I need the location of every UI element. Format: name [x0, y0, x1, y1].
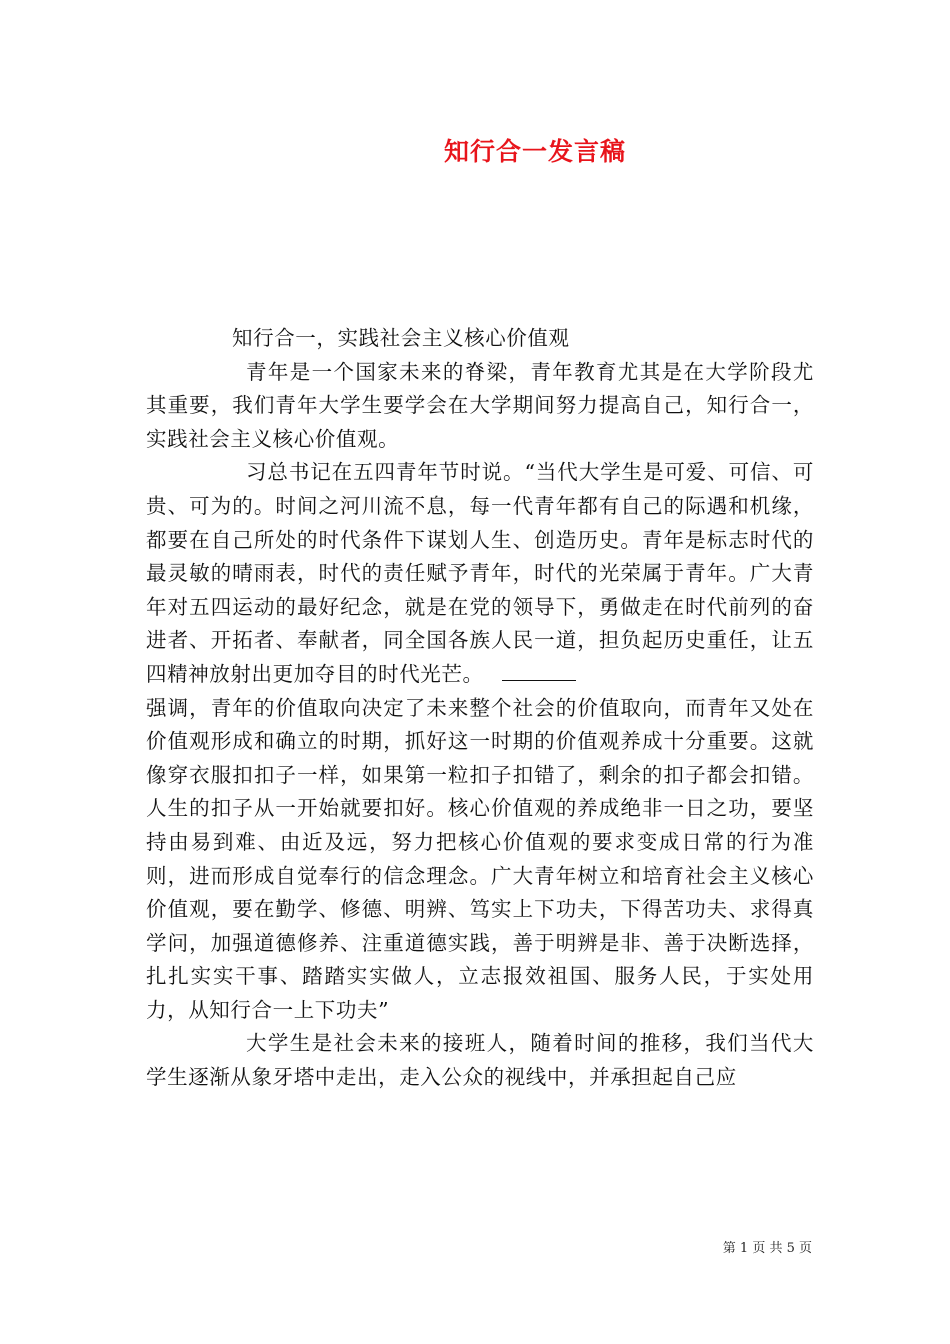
document-subtitle: 知行合一，实践社会主义核心价值观: [232, 326, 570, 350]
paragraph-3: 强调，青年的价值取向决定了未来整个社会的价值取向，而青年又处在价值观形成和确立的时期，抓好这一时期的价值观养成十分重要。这就像穿衣服扣扣子一样，如果第一粒扣子扣错了，剩余的扣子都会扣错。人生的扣子从一开始就要扣好。核心价值观的养成绝非一日之功，要坚持由易到难、由近及远，努力把核心价值观的要求变成日常的行为准则，进而形成自觉奉行的信念理念。广大青年树立和培育社会主义核心价值观，要在勤学、修德、明辨、笃实上下功夫，下得苦功夫、求得真学问，加强道德修养、注重道德实践，善于明辨是非、善于决断选择，扎扎实实干事、踏踏实实做人，立志报效祖国、服务人民，于实处用力，从知行合一上下功夫”: [146, 695, 814, 1022]
paragraph-2-text: 习总书记在五四青年节时说。“当代大学生是可爱、可信、可贵、可为的。时间之河川流不息，每一代青年都有自己的际遇和机缘，都要在自己所处的时代条件下谋划人生、创造历史。青年是标志时代的最灵敏的晴雨表，时代的责任赋予青年，时代的光荣属于青年。广大青年对五四运动的最好纪念，就是在党的领导下，勇做走在时代前列的奋进者、开拓者、奉献者，同全国各族人民一道，担负起历史重任，让五四精神放射出更加夺目的时代光芒。: [146, 460, 814, 686]
paragraph-4: 大学生是社会未来的接班人，随着时间的推移，我们当代大学生逐渐从象牙塔中走出，走入公众的视线中，并承担起自己应: [146, 1031, 814, 1090]
document-title: 知行合一发言稿: [443, 137, 626, 166]
page-number-footer: 第 1 页 共 5 页: [722, 1241, 812, 1256]
paragraph-1: 青年是一个国家未来的脊梁，青年教育尤其是在大学阶段尤其重要，我们青年大学生要学会在大学期间努力提高自己，知行合一，实践社会主义核心价值观。: [146, 359, 814, 451]
paragraph-2: [146, 456, 814, 691]
blank-underline: [502, 662, 576, 681]
document-body: [146, 322, 814, 1095]
